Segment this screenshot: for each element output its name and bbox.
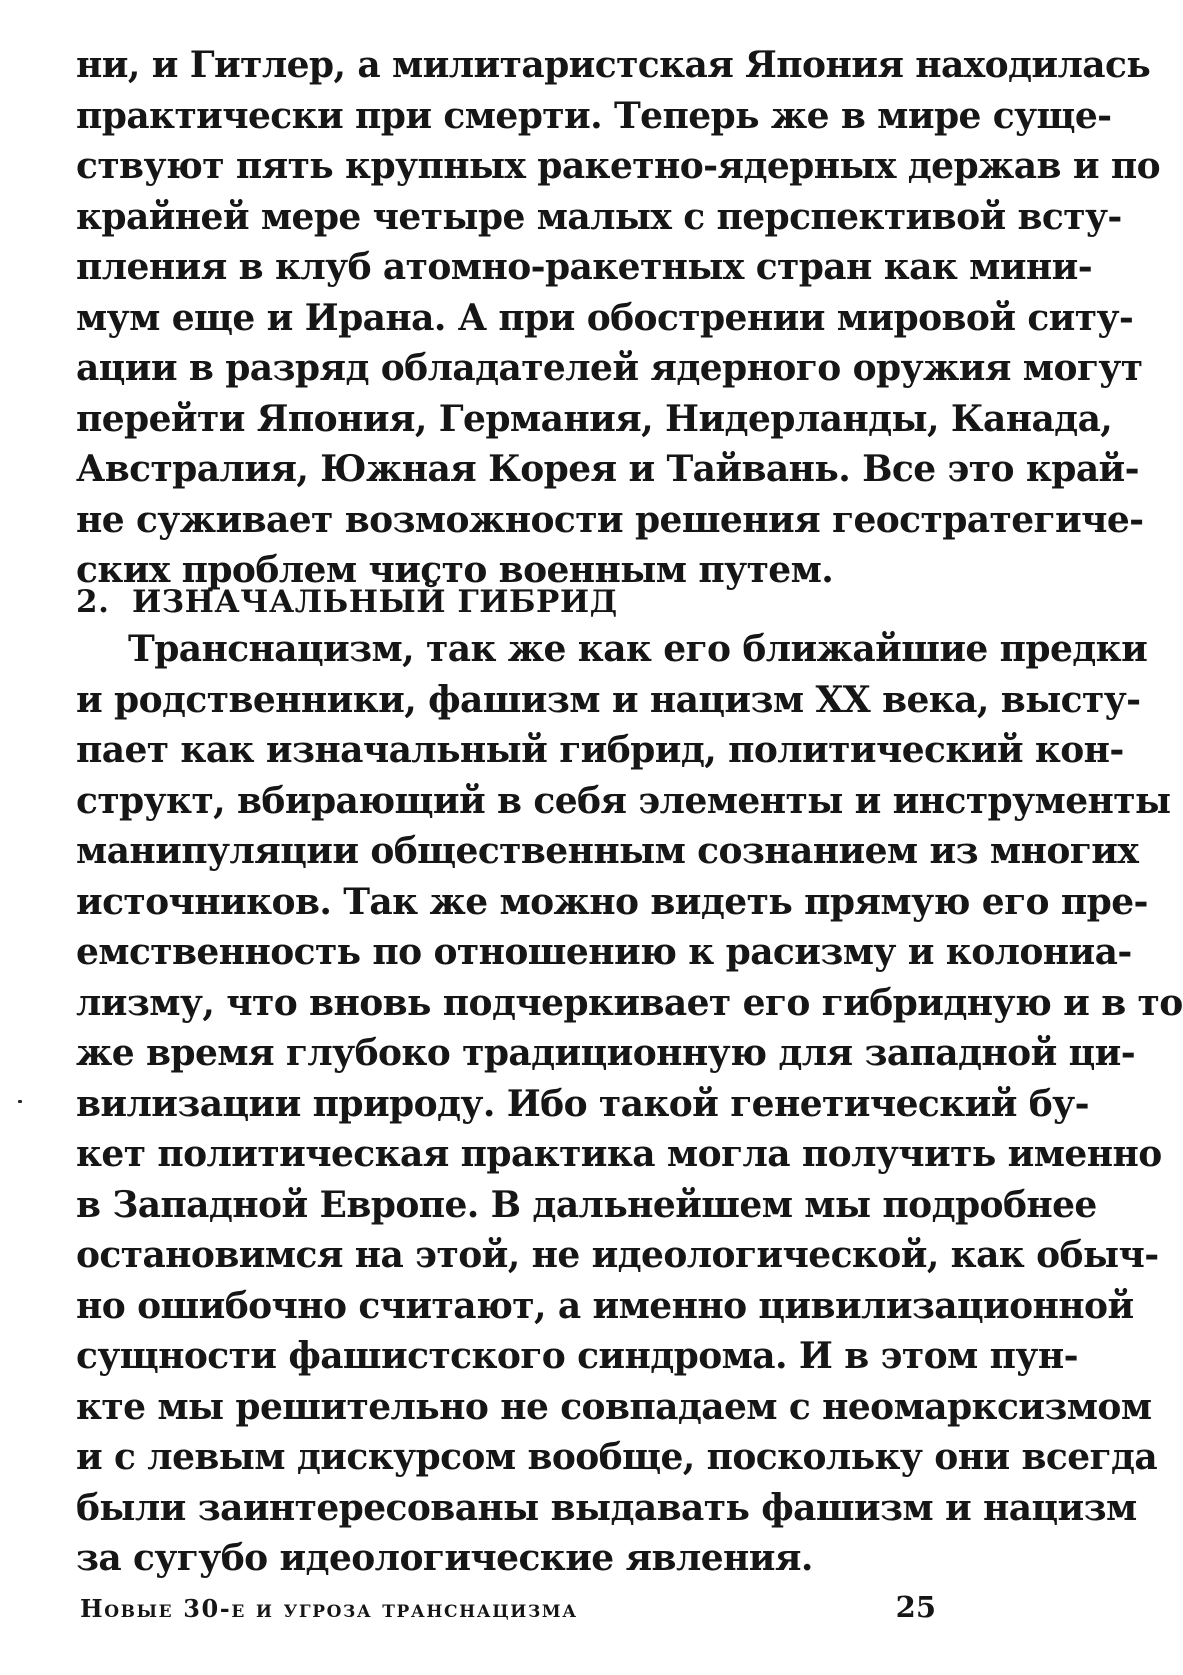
text-line: пления в клуб атомно-ракетных стран как мини- [76, 246, 1093, 288]
text-line: ации в разряд обладателей ядерного оружия могут [76, 347, 1143, 389]
text-line: были заинтересованы выдавать фашизм и нацизм [76, 1486, 1137, 1529]
page-number: 25 [895, 1590, 936, 1624]
text-line: вилизации природу. Ибо такой генетический бу- [76, 1082, 1089, 1125]
page-footer [80, 1590, 936, 1624]
text-line: пает как изначальный гибрид, политический кон- [76, 729, 1124, 771]
section-body [76, 624, 1183, 1584]
text-line: остановимся на этой, не идеологической, как обыч- [76, 1234, 1159, 1276]
text-line: структ, вбирающий в себя элементы и инструменты [76, 779, 1171, 822]
text-line: сущности фашистского синдрома. И в этом пун- [76, 1335, 1078, 1377]
text-line: не суживает возможности решения геостратегиче- [76, 498, 1144, 541]
text-line: и родственники, фашизм и нацизм XX века, высту- [76, 678, 1141, 721]
text-line: емственность по отношению к расизму и колониа- [76, 931, 1132, 973]
text-line: и с левым дискурсом вообще, поскольку они всегда [76, 1436, 1158, 1478]
text-line: лизму, что вновь подчеркивает его гибридную и в то [76, 981, 1183, 1024]
section-heading-block [76, 580, 936, 624]
section-heading [76, 580, 936, 624]
text-line: же время глубоко традиционную для западной ци- [76, 1032, 1136, 1074]
text-line: Австралия, Южная Корея и Тайвань. Все это край- [76, 448, 1139, 490]
text-line: крайней мере четыре малых с перспективой всту- [76, 195, 1122, 238]
text-line: мум еще и Ирана. А при обострении мировой ситу- [76, 296, 1134, 339]
text-line: ствуют пять крупных ракетно-ядерных держав и по [76, 145, 1161, 187]
text-line: за сугубо идеологические явления. [76, 1537, 813, 1579]
text-line: но ошибочно считают, а именно цивилизационной [76, 1284, 1134, 1327]
text-line: кте мы решительно не совпадаем с неомарксизмом [76, 1385, 1152, 1428]
running-title: Новые 30-е и угроза транснацизма [80, 1594, 578, 1623]
section-title: ИЗНАЧАЛЬНЫЙ ГИБРИД [132, 584, 618, 620]
text-line: в Западной Европе. В дальнейшем мы подробнее [76, 1183, 1097, 1226]
text-line: практически при смерти. Теперь же в мире суще- [76, 94, 1112, 137]
section-number: 2. [76, 584, 110, 620]
text-line: источников. Так же можно видеть прямую его пре- [76, 880, 1148, 923]
text-line: кет политическая практика могла получить именно [76, 1133, 1162, 1175]
scan-speck [18, 1100, 22, 1103]
text-line: ни, и Гитлер, а милитаристская Япония находилась [76, 44, 1151, 86]
text-line: ских проблем чисто военным путем. [76, 549, 834, 591]
text-line: манипуляции общественным сознанием из многих [76, 830, 1139, 872]
text-line: перейти Япония, Германия, Нидерланды, Канада, [76, 397, 1113, 440]
text-line: Транснацизм, так же как его ближайшие предки [128, 628, 1148, 670]
paragraph-continued [76, 40, 1161, 596]
